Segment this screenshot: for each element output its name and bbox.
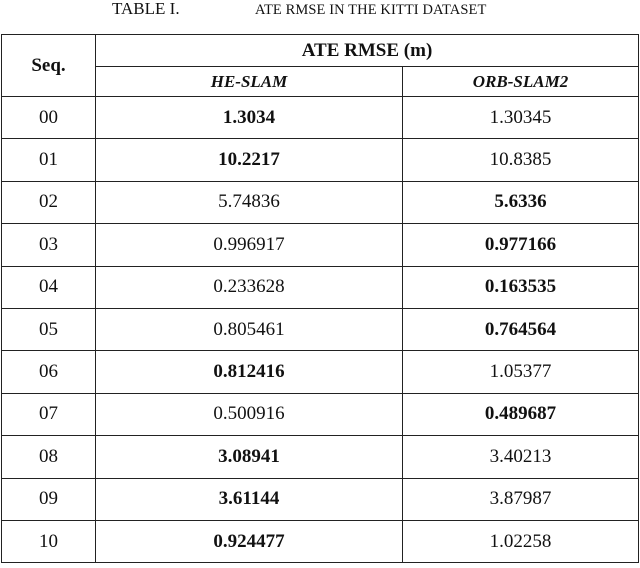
table-row (2, 139, 639, 181)
he-slam-value-cell: 0.805461 (96, 308, 403, 350)
seq-cell: 03 (2, 224, 96, 266)
he-slam-value-cell: 0.996917 (96, 224, 403, 266)
seq-cell: 07 (2, 393, 96, 435)
orb-slam2-value-cell: 0.977166 (403, 224, 639, 266)
seq-column-header: Seq. (2, 35, 96, 97)
seq-cell: 01 (2, 139, 96, 181)
table-number-label: TABLE I. (112, 0, 180, 18)
table-row (2, 436, 639, 478)
group-column-header: ATE RMSE (m) (96, 35, 639, 67)
he-slam-value-cell: 1.3034 (96, 97, 403, 139)
ate-rmse-table (1, 34, 639, 563)
he-slam-value-cell: 3.08941 (96, 436, 403, 478)
table-row (2, 351, 639, 393)
table-row (2, 224, 639, 266)
seq-cell: 06 (2, 351, 96, 393)
seq-cell: 04 (2, 266, 96, 308)
orb-slam2-value-cell: 10.8385 (403, 139, 639, 181)
he-slam-value-cell: 0.812416 (96, 351, 403, 393)
table-row (2, 478, 639, 520)
he-slam-value-cell: 0.924477 (96, 520, 403, 562)
header-row-methods (2, 67, 639, 97)
orb-slam2-value-cell: 5.6336 (403, 181, 639, 223)
orb-slam2-value-cell: 1.05377 (403, 351, 639, 393)
orb-slam2-value-cell: 1.30345 (403, 97, 639, 139)
seq-cell: 08 (2, 436, 96, 478)
orb-slam2-value-cell: 1.02258 (403, 520, 639, 562)
seq-cell: 09 (2, 478, 96, 520)
orb-slam2-value-cell: 0.764564 (403, 308, 639, 350)
he-slam-value-cell: 10.2217 (96, 139, 403, 181)
table-body (2, 97, 639, 563)
seq-cell: 00 (2, 97, 96, 139)
table-row (2, 308, 639, 350)
table-caption (0, 0, 640, 20)
table-row (2, 520, 639, 562)
orb-slam2-value-cell: 0.163535 (403, 266, 639, 308)
table-row (2, 393, 639, 435)
table-title: ATE RMSE IN THE KITTI DATASET (255, 2, 487, 18)
orb-slam2-column-header: ORB-SLAM2 (403, 67, 639, 97)
orb-slam2-value-cell: 0.489687 (403, 393, 639, 435)
header-row-group (2, 35, 639, 67)
orb-slam2-value-cell: 3.87987 (403, 478, 639, 520)
he-slam-column-header: HE-SLAM (96, 67, 403, 97)
table-row (2, 266, 639, 308)
seq-cell: 10 (2, 520, 96, 562)
orb-slam2-value-cell: 3.40213 (403, 436, 639, 478)
seq-cell: 02 (2, 181, 96, 223)
table-row (2, 181, 639, 223)
he-slam-value-cell: 5.74836 (96, 181, 403, 223)
table-row (2, 97, 639, 139)
he-slam-value-cell: 0.233628 (96, 266, 403, 308)
he-slam-value-cell: 3.61144 (96, 478, 403, 520)
he-slam-value-cell: 0.500916 (96, 393, 403, 435)
seq-cell: 05 (2, 308, 96, 350)
